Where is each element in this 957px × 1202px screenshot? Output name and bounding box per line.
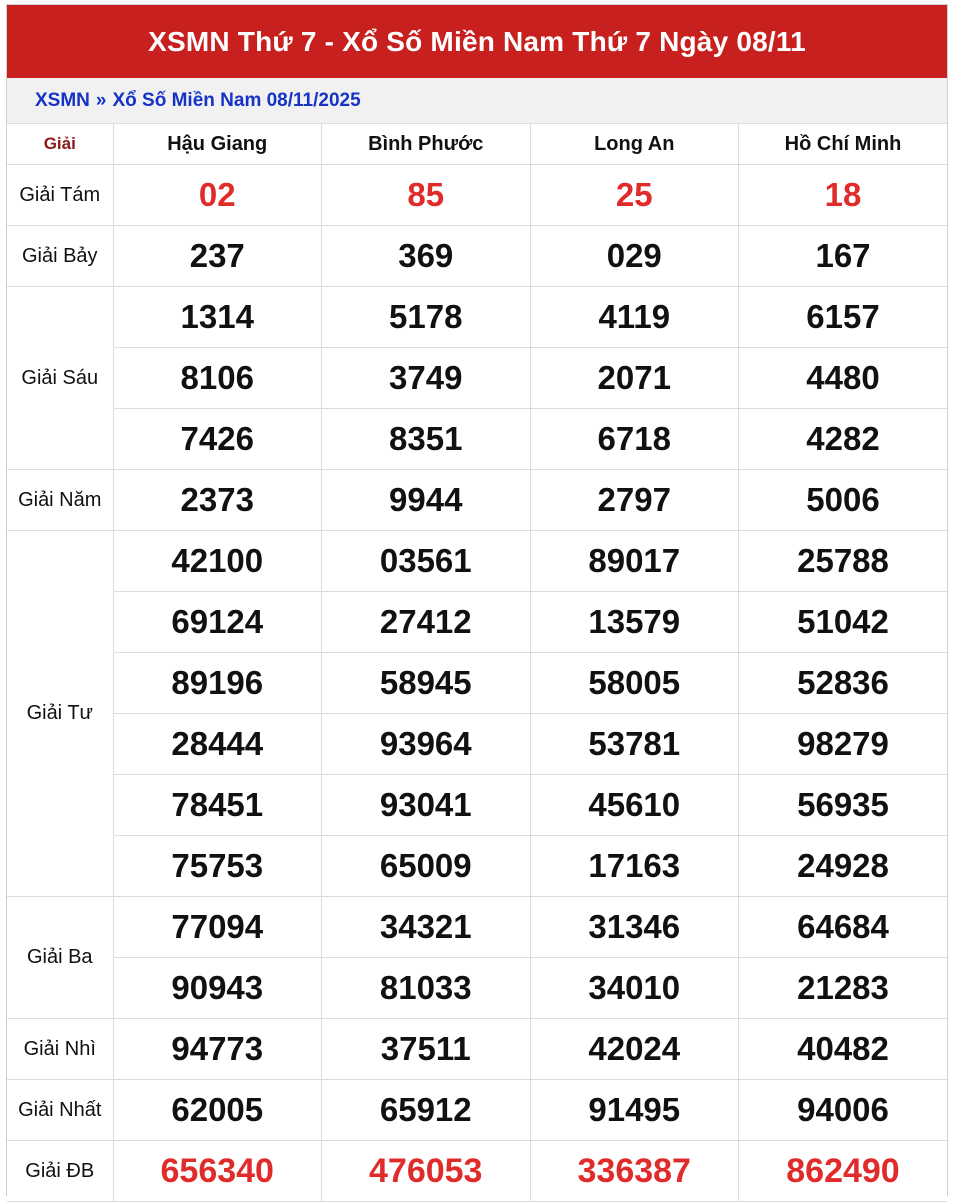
winning-number: 02 bbox=[198, 176, 236, 213]
table-header-row bbox=[7, 124, 947, 165]
prize-row bbox=[7, 287, 947, 470]
winning-number: 58945 bbox=[322, 653, 530, 714]
prize-row bbox=[7, 1141, 947, 1202]
winning-number: 89017 bbox=[531, 531, 739, 592]
winning-number: 56935 bbox=[739, 775, 947, 836]
winning-number: 13579 bbox=[531, 592, 739, 653]
prize-cell bbox=[113, 1019, 322, 1080]
prize-cell bbox=[739, 897, 948, 1019]
winning-number: 93041 bbox=[322, 775, 530, 836]
prize-cell bbox=[530, 1080, 739, 1141]
prize-label: Giải Sáu bbox=[7, 287, 113, 470]
results-panel bbox=[6, 4, 948, 1196]
winning-number: 94006 bbox=[797, 1091, 889, 1128]
winning-number: 4282 bbox=[806, 420, 880, 457]
winning-number: 2797 bbox=[597, 481, 671, 518]
winning-number: 65912 bbox=[379, 1091, 472, 1128]
winning-number: 52836 bbox=[739, 653, 947, 714]
winning-number: 34010 bbox=[588, 969, 681, 1006]
prize-label: Giải Tám bbox=[7, 165, 113, 226]
page-title: XSMN Thứ 7 - Xổ Số Miền Nam Thứ 7 Ngày 08/11 bbox=[7, 5, 947, 78]
winning-number: 9944 bbox=[389, 481, 463, 518]
prize-row bbox=[7, 165, 947, 226]
prize-label: Giải ĐB bbox=[7, 1141, 113, 1202]
winning-number: 17163 bbox=[588, 847, 681, 884]
prize-cell bbox=[739, 470, 948, 531]
prize-cell bbox=[113, 165, 322, 226]
winning-number: 28444 bbox=[114, 714, 322, 775]
prize-cell bbox=[530, 1019, 739, 1080]
prize-cell bbox=[739, 531, 948, 897]
winning-number: 93964 bbox=[322, 714, 530, 775]
winning-number: 45610 bbox=[531, 775, 739, 836]
winning-number: 62005 bbox=[171, 1091, 264, 1128]
prize-label: Giải Năm bbox=[7, 470, 113, 531]
winning-number: 5178 bbox=[322, 287, 530, 348]
winning-number: 237 bbox=[189, 237, 245, 274]
winning-number: 31346 bbox=[531, 897, 739, 958]
prize-cell bbox=[739, 1080, 948, 1141]
winning-number: 89196 bbox=[114, 653, 322, 714]
winning-number: 862490 bbox=[786, 1152, 900, 1190]
prize-row bbox=[7, 531, 947, 897]
winning-number: 64684 bbox=[739, 897, 947, 958]
prize-cell bbox=[113, 287, 322, 470]
winning-number: 24928 bbox=[797, 847, 889, 884]
prize-cell bbox=[739, 1141, 948, 1202]
winning-number: 369 bbox=[398, 237, 454, 274]
winning-number: 69124 bbox=[114, 592, 322, 653]
prize-row bbox=[7, 226, 947, 287]
prize-cell bbox=[113, 470, 322, 531]
winning-number: 27412 bbox=[322, 592, 530, 653]
prize-label: Giải Bảy bbox=[7, 226, 113, 287]
winning-number: 94773 bbox=[171, 1030, 264, 1067]
prize-cell bbox=[322, 165, 531, 226]
winning-number: 1314 bbox=[114, 287, 322, 348]
winning-number: 25788 bbox=[739, 531, 947, 592]
prize-cell bbox=[739, 287, 948, 470]
breadcrumb-separator: » bbox=[95, 89, 107, 111]
province-header-long-an: Long An bbox=[530, 124, 739, 165]
prize-label: Giải Nhất bbox=[7, 1080, 113, 1141]
prize-cell bbox=[530, 470, 739, 531]
prize-row bbox=[7, 897, 947, 1019]
winning-number: 51042 bbox=[739, 592, 947, 653]
prize-cell bbox=[322, 1141, 531, 1202]
prize-cell bbox=[739, 226, 948, 287]
winning-number: 2071 bbox=[531, 348, 739, 409]
winning-number: 65009 bbox=[379, 847, 472, 884]
prize-label: Giải Tư bbox=[7, 531, 113, 897]
prize-cell bbox=[322, 1080, 531, 1141]
prize-cell bbox=[530, 226, 739, 287]
winning-number: 4480 bbox=[739, 348, 947, 409]
winning-number: 98279 bbox=[739, 714, 947, 775]
province-header-binh-phuoc: Bình Phước bbox=[322, 124, 531, 165]
winning-number: 6718 bbox=[597, 420, 671, 457]
province-header-hau-giang: Hậu Giang bbox=[113, 124, 322, 165]
winning-number: 75753 bbox=[171, 847, 264, 884]
winning-number: 21283 bbox=[797, 969, 889, 1006]
winning-number: 85 bbox=[407, 176, 445, 213]
winning-number: 42024 bbox=[588, 1030, 681, 1067]
winning-number: 90943 bbox=[171, 969, 264, 1006]
winning-number: 7426 bbox=[180, 420, 254, 457]
winning-number: 37511 bbox=[380, 1030, 471, 1067]
prize-column-header: Giải bbox=[7, 124, 113, 165]
prize-cell bbox=[113, 1080, 322, 1141]
winning-number: 656340 bbox=[160, 1152, 274, 1190]
winning-number: 18 bbox=[824, 176, 862, 213]
prize-row bbox=[7, 470, 947, 531]
winning-number: 336387 bbox=[577, 1152, 691, 1190]
winning-number: 6157 bbox=[739, 287, 947, 348]
prize-cell bbox=[113, 897, 322, 1019]
breadcrumb-current-link[interactable]: Xổ Số Miền Nam 08/11/2025 bbox=[112, 89, 361, 111]
prize-cell bbox=[530, 287, 739, 470]
prize-cell bbox=[113, 226, 322, 287]
winning-number: 476053 bbox=[369, 1152, 483, 1190]
winning-number: 58005 bbox=[531, 653, 739, 714]
prize-cell bbox=[739, 1019, 948, 1080]
winning-number: 77094 bbox=[114, 897, 322, 958]
winning-number: 2373 bbox=[180, 481, 254, 518]
prize-table-body bbox=[7, 165, 947, 1202]
prize-cell bbox=[322, 470, 531, 531]
winning-number: 25 bbox=[615, 176, 653, 213]
winning-number: 03561 bbox=[322, 531, 530, 592]
prize-cell bbox=[322, 897, 531, 1019]
province-header-ho-chi-minh: Hồ Chí Minh bbox=[739, 124, 948, 165]
prize-row bbox=[7, 1080, 947, 1141]
winning-number: 34321 bbox=[322, 897, 530, 958]
breadcrumb-home-link[interactable]: XSMN bbox=[35, 89, 90, 111]
winning-number: 91495 bbox=[588, 1091, 681, 1128]
prize-cell bbox=[530, 1141, 739, 1202]
prize-cell bbox=[322, 287, 531, 470]
winning-number: 5006 bbox=[806, 481, 880, 518]
winning-number: 3749 bbox=[322, 348, 530, 409]
prize-cell bbox=[530, 531, 739, 897]
winning-number: 8351 bbox=[389, 420, 463, 457]
winning-number: 42100 bbox=[114, 531, 322, 592]
winning-number: 029 bbox=[606, 237, 662, 274]
results-table bbox=[7, 124, 947, 1202]
breadcrumb bbox=[7, 78, 947, 124]
prize-cell bbox=[530, 165, 739, 226]
prize-cell bbox=[322, 226, 531, 287]
prize-cell bbox=[113, 531, 322, 897]
winning-number: 78451 bbox=[114, 775, 322, 836]
prize-label: Giải Ba bbox=[7, 897, 113, 1019]
winning-number: 53781 bbox=[531, 714, 739, 775]
winning-number: 167 bbox=[815, 237, 871, 274]
prize-cell bbox=[322, 531, 531, 897]
winning-number: 81033 bbox=[379, 969, 472, 1006]
prize-row bbox=[7, 1019, 947, 1080]
winning-number: 8106 bbox=[114, 348, 322, 409]
prize-label: Giải Nhì bbox=[7, 1019, 113, 1080]
winning-number: 4119 bbox=[531, 287, 739, 348]
winning-number: 40482 bbox=[797, 1030, 889, 1067]
prize-cell bbox=[113, 1141, 322, 1202]
prize-cell bbox=[530, 897, 739, 1019]
prize-cell bbox=[322, 1019, 531, 1080]
prize-cell bbox=[739, 165, 948, 226]
